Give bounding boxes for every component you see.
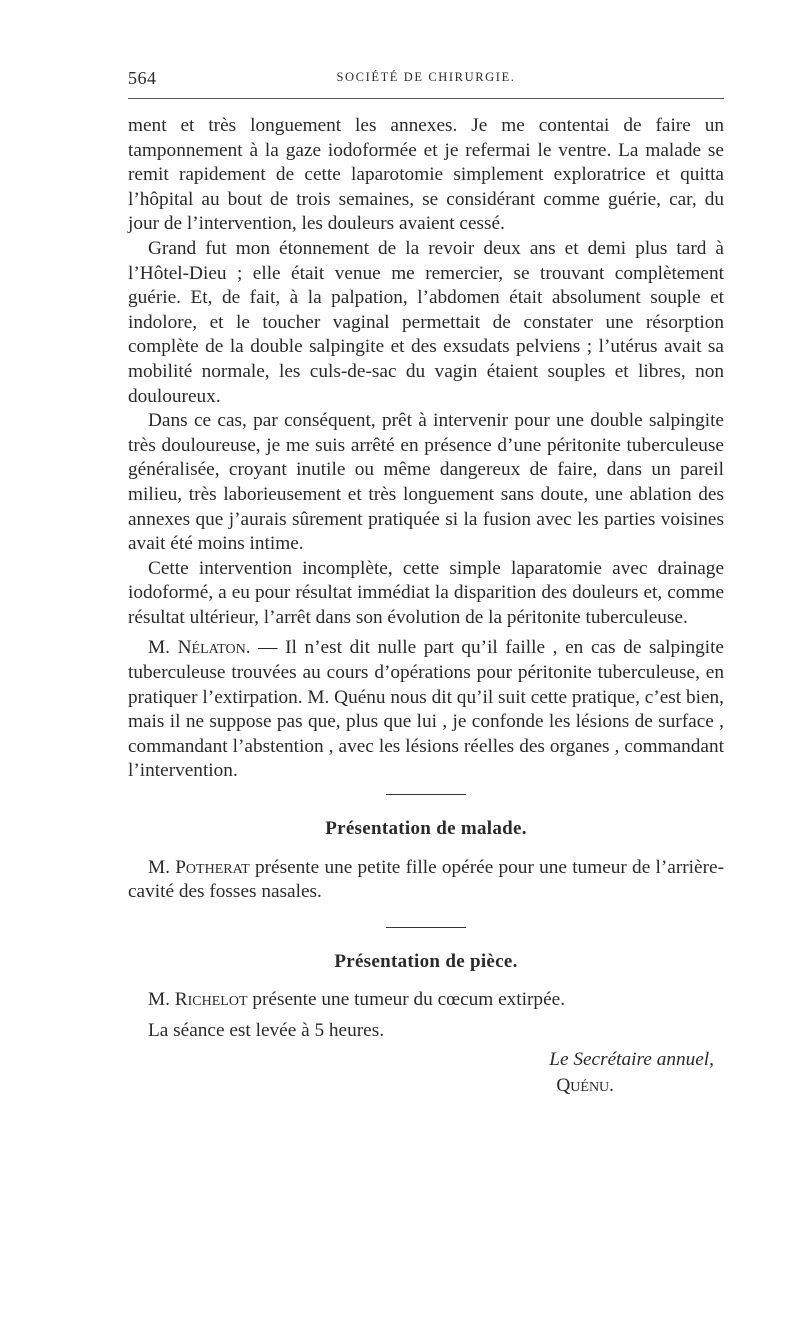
speaker-text: présente une petite fille opérée pour une tumeur de l’arrière-cavité des fosses nasales.: [128, 856, 724, 903]
closing-line: La séance est levée à 5 heures.: [148, 1020, 385, 1041]
paragraph-richelot: [128, 988, 724, 1013]
speaker-name: M. Nélaton.: [148, 637, 251, 659]
signature-role: Le Secrétaire annuel,: [549, 1048, 714, 1070]
speaker-text: présente une tumeur du cœcum extirpée.: [247, 989, 566, 1011]
page-number: 564: [128, 68, 157, 88]
section-divider: [386, 927, 466, 928]
section-divider: [386, 794, 466, 795]
paragraph-continuation: ment et très longuement les annexes. Je me contentai de faire un tamponnement à la gaze iodoformée et je refermai le ventre. La malade se remit rapidement de cette laparotomie simplement exploratrice et quitta l’hôpital au bout de trois semaines, se considérant comme guérie, car, du jour de l’intervention, les douleurs avaient cessé.: [128, 115, 724, 235]
speaker-name: M. Richelot: [148, 989, 248, 1011]
paragraph-potherat: [128, 856, 724, 905]
page-body: [128, 114, 724, 1099]
speaker-name: M. Potherat: [148, 856, 250, 878]
paragraph: Dans ce cas, par conséquent, prêt à intervenir pour une double salpingite très douloureuse, je me suis arrêté en présence d’une péritonite tuberculeuse généralisée, croyant inutile ou même dangereux de faire, dans un pareil milieu, très laborieusement et très longuement sans doute, une ablation des annexes que j’aurais sûrement pratiquée si la fusion avec les parties voisines avait été moins intime.: [128, 410, 724, 555]
signature-name: Quénu.: [556, 1075, 614, 1097]
speaker-text: — Il n’est dit nulle part qu’il faille , en cas de salpingite tuberculeuse trouvées au cours d’opérations pour péritonite tuberculeuse, en pratiquer l’extirpation. M. Quénu nous dit qu’il suit cette pratique, c’est bien, mais il ne suppose pas que, plus que lui , je confonde les lésions de surface , commandant l’abstention , avec les lésions réelles des organes , commandant l’intervention.: [128, 637, 724, 782]
running-head: SOCIÉTÉ DE CHIRURGIE.: [336, 70, 516, 84]
paragraph: Cette intervention incomplète, cette simple laparatomie avec drainage iodoformé, a eu pour résultat immédiat la disparition des douleurs et, comme résultat ultérieur, l’arrêt dans son évolution de la péritonite tuberculeuse.: [128, 557, 724, 628]
paragraph-nelaton: [128, 636, 724, 784]
page-header: [128, 64, 724, 94]
section-title: Présentation de malade.: [325, 818, 527, 840]
document-page: [128, 64, 724, 1097]
section-title: Présentation de pièce.: [334, 950, 518, 972]
paragraph: Grand fut mon étonnement de la revoir deux ans et demi plus tard à l’Hôtel-Dieu ; elle était venue me remercier, se trouvant complètement guérie. Et, de fait, à la palpation, l’abdomen était absolument souple et indolore, et le toucher vaginal permettait de constater une résorption complète de la double salpingite et des exsudats pelviens ; l’utérus avait sa mobilité normale, les culs-de-sac du vagin étaient souples et libres, non douloureux.: [128, 237, 724, 407]
header-rule: [128, 98, 724, 99]
